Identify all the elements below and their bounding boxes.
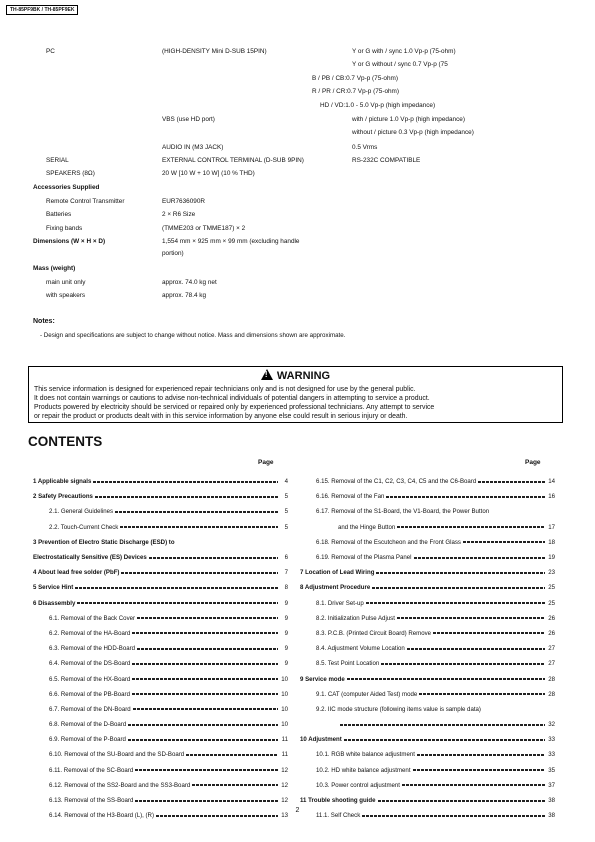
toc-leader <box>463 541 545 543</box>
spec-vbs-line: without / picture 0.3 Vp-p (high impedance) <box>352 129 474 136</box>
spec-fixing-label: Fixing bands <box>46 225 83 232</box>
toc-entry-page: 9 <box>284 599 288 607</box>
spec-pc-line: R / PR / CR:0.7 Vp-p (75-ohm) <box>312 88 400 95</box>
toc-leader <box>433 632 545 634</box>
toc-leader <box>120 526 278 528</box>
toc-entry-page: 11 <box>281 736 288 744</box>
toc-entry[interactable] <box>33 489 288 504</box>
toc-leader <box>132 632 278 634</box>
toc-entry-title: 6 Disassembly <box>33 599 76 607</box>
toc-entry[interactable] <box>33 641 288 656</box>
toc-entry-page: 28 <box>548 675 555 683</box>
toc-entry-title: 6.5. Removal of the HX-Board <box>49 675 131 683</box>
toc-entry[interactable] <box>300 732 555 747</box>
toc-entry[interactable] <box>300 656 555 671</box>
spec-serial-label: SERIAL <box>46 157 69 164</box>
toc-leader <box>132 693 278 695</box>
toc-entry-title: 9.1. CAT (computer Aided Test) mode <box>316 690 418 698</box>
toc-entry-title: Electrostatically Sensitive (ES) Devices <box>33 554 147 562</box>
toc-left-column <box>33 474 288 823</box>
warning-icon <box>261 369 273 380</box>
accessories-heading: Accessories Supplied <box>33 184 100 191</box>
toc-entry-page: 27 <box>548 660 555 668</box>
toc-entry-title: 8.4. Adjustment Volume Location <box>316 645 405 653</box>
toc-entry-title: 2.1. General Guidelines <box>49 508 114 516</box>
toc-entry-title: 2 Safety Precautions <box>33 493 93 501</box>
notes-title: Notes: <box>33 318 55 325</box>
model-header: TH-85PF9BK / TH-85PF9EK <box>6 5 78 15</box>
toc-entry-title: 4 About lead free solder (PbF) <box>33 569 120 577</box>
mass-speakers-label: with speakers <box>46 292 86 299</box>
toc-entry[interactable] <box>300 550 555 565</box>
spec-batteries-value: 2 × R6 Size <box>162 211 196 218</box>
toc-entry-page: 5 <box>284 493 288 501</box>
toc-leader <box>419 693 545 695</box>
toc-entry[interactable] <box>33 535 288 550</box>
toc-entry-page: 5 <box>284 508 288 516</box>
toc-leader <box>414 557 545 559</box>
toc-entry-page: 9 <box>284 629 288 637</box>
toc-leader <box>135 769 278 771</box>
toc-entry-page: 26 <box>548 629 555 637</box>
mass-main-value: approx. 74.0 kg net <box>162 279 217 286</box>
toc-leader <box>381 663 545 665</box>
toc-leader <box>121 572 278 574</box>
mass-heading: Mass (weight) <box>33 265 76 272</box>
toc-entry[interactable] <box>33 778 288 793</box>
toc-leader <box>386 496 545 498</box>
toc-entry[interactable] <box>33 474 288 489</box>
toc-entry-page: 11 <box>281 751 288 759</box>
spec-pc-line: B / PB / CB:0.7 Vp-p (75-ohm) <box>312 75 398 82</box>
toc-entry-page: 12 <box>281 781 288 789</box>
toc-leader <box>366 602 545 604</box>
toc-leader <box>93 481 278 483</box>
toc-entry[interactable] <box>300 671 555 686</box>
toc-leader <box>417 754 545 756</box>
mass-speakers-value: approx. 78.4 kg <box>162 292 207 299</box>
toc-leader <box>177 541 278 543</box>
toc-entry-page: 26 <box>548 614 555 622</box>
toc-entry-page: 12 <box>281 797 288 805</box>
toc-entry[interactable] <box>300 641 555 656</box>
toc-leader <box>397 526 545 528</box>
toc-entry-title: 1 Applicable signals <box>33 478 92 486</box>
toc-entry[interactable] <box>300 580 555 595</box>
toc-entry[interactable] <box>33 793 288 808</box>
toc-entry[interactable] <box>300 474 555 489</box>
spec-serial-value2: RS-232C COMPATIBLE <box>352 157 421 164</box>
toc-leader <box>135 800 278 802</box>
dimensions-value2: portion) <box>162 250 184 257</box>
toc-entry-page: 19 <box>548 554 555 562</box>
toc-leader <box>133 708 278 710</box>
toc-entry[interactable] <box>300 596 555 611</box>
toc-entry-page: 33 <box>548 736 555 744</box>
spec-audio-value: 0.5 Vrms <box>352 144 378 151</box>
toc-entry-title: 8.2. Initialization Pulse Adjust <box>316 614 395 622</box>
spec-vbs-line: with / picture 1.0 Vp-p (high impedance) <box>352 116 465 123</box>
toc-entry-page: 35 <box>548 766 555 774</box>
toc-entry-page: 16 <box>548 493 555 501</box>
toc-entry-page: 17 <box>548 523 555 531</box>
toc-entry[interactable] <box>33 580 288 595</box>
toc-entry-page: 25 <box>548 599 555 607</box>
toc-leader <box>397 617 545 619</box>
toc-leader <box>186 754 278 756</box>
contents-page-header-left: Page <box>258 459 274 466</box>
toc-leader <box>128 724 278 726</box>
toc-entry-title: 6.9. Removal of the P-Board <box>49 736 126 744</box>
toc-entry[interactable] <box>33 656 288 671</box>
toc-leader <box>132 663 278 665</box>
toc-entry-page: 9 <box>284 660 288 668</box>
toc-entry[interactable] <box>33 763 288 778</box>
toc-entry-title: 6.17. Removal of the S1-Board, the V1-Board, the Power Button <box>316 508 490 516</box>
toc-leader <box>344 739 545 741</box>
toc-leader <box>402 784 545 786</box>
toc-entry-page: 25 <box>548 584 555 592</box>
toc-leader <box>128 739 278 741</box>
toc-entry-page: 38 <box>548 812 555 820</box>
toc-entry-title: 6.6. Removal of the PB-Board <box>49 690 130 698</box>
toc-entry[interactable] <box>33 565 288 580</box>
spec-pc-connector: (HIGH-DENSITY Mini D-SUB 15PIN) <box>162 48 267 55</box>
toc-leader <box>137 648 278 650</box>
toc-entry[interactable] <box>33 747 288 762</box>
toc-entry-title: and the Hinge Button <box>338 523 396 531</box>
dimensions-value: 1,554 mm × 925 mm × 99 mm (excluding handle <box>162 238 300 245</box>
spec-speakers-value: 20 W [10 W + 10 W] (10 % THD) <box>162 170 255 177</box>
toc-entry-title: 6.7. Removal of the DN-Board <box>49 705 131 713</box>
toc-entry[interactable] <box>300 717 555 732</box>
toc-entry-page: 6 <box>284 554 288 562</box>
toc-leader <box>192 784 278 786</box>
toc-entry-title: 6.14. Removal of the H3-Board (L), (R) <box>49 812 154 820</box>
toc-entry-page: 14 <box>548 478 555 486</box>
toc-entry-title: 8 Adjustment Procedure <box>300 584 371 592</box>
toc-entry[interactable] <box>33 687 288 702</box>
spec-serial-value: EXTERNAL CONTROL TERMINAL (D-SUB 9PIN) <box>162 157 304 164</box>
toc-leader <box>407 648 545 650</box>
toc-entry-title: 2.2. Touch-Current Check <box>49 523 119 531</box>
warning-title: WARNING <box>276 370 331 382</box>
toc-entry-page: 10 <box>281 675 288 683</box>
toc-entry-title: 6.18. Removal of the Escutcheon and the Front Glass <box>316 538 461 546</box>
toc-entry-page: 27 <box>548 645 555 653</box>
toc-entry[interactable] <box>300 489 555 504</box>
toc-entry[interactable] <box>33 611 288 626</box>
dimensions-heading: Dimensions (W × H × D) <box>33 238 106 245</box>
toc-entry-title: 9.2. IIC mode structure (following items value is sample data) <box>316 705 481 713</box>
toc-leader <box>376 572 545 574</box>
spec-pc-line: Y or G without / sync 0.7 Vp-p (75 <box>352 61 448 68</box>
spec-pc-label: PC <box>46 48 55 55</box>
toc-leader <box>340 724 545 726</box>
toc-entry-title: 3 Prevention of Electro Static Discharge (ESD) to <box>33 538 175 546</box>
toc-entry-title: 6.2. Removal of the HA-Board <box>49 629 131 637</box>
spec-pc-line: Y or G with / sync 1.0 Vp-p (75-ohm) <box>352 48 456 55</box>
toc-entry-title: 6.8. Removal of the D-Board <box>49 721 127 729</box>
toc-leader <box>137 617 278 619</box>
toc-entry-title: 11 Trouble shooting guide <box>300 797 376 805</box>
spec-speakers-label: SPEAKERS (8Ω) <box>46 170 95 177</box>
toc-entry-title: 6.12. Removal of the SS2-Board and the SS3-Board <box>49 781 191 789</box>
toc-entry-title: 6.3. Removal of the HDD-Board <box>49 645 136 653</box>
toc-entry-title: 6.4. Removal of the DS-Board <box>49 660 131 668</box>
toc-entry-page: 4 <box>284 478 288 486</box>
toc-entry[interactable] <box>300 520 555 535</box>
toc-entry-title: 10 Adjustment <box>300 736 342 744</box>
toc-entry-title: 10.1. RGB white balance adjustment <box>316 751 415 759</box>
toc-leader <box>491 511 545 513</box>
spec-fixing-value: (TMME203 or TMME187) × 2 <box>162 225 246 232</box>
toc-entry-page: 33 <box>548 751 555 759</box>
toc-entry[interactable] <box>300 778 555 793</box>
toc-leader <box>77 602 278 604</box>
toc-entry[interactable] <box>300 763 555 778</box>
warning-heading <box>29 369 562 383</box>
warning-text: This service information is designed for experienced repair technicians only and is not designed for use by the general public. It does not contain warnings or cautions to advise non-technical individuals of potential dangers in attempting to service a product. Products powered by electricity should be serviced or repaired only by experienced professional technicians. Any attempt to service or repair the product or products dealt with in this service information by anyone else could result in serious injury or death. <box>34 386 435 420</box>
toc-entry-page: 9 <box>284 645 288 653</box>
toc-entry[interactable] <box>33 550 288 565</box>
toc-entry-page: 10 <box>281 705 288 713</box>
toc-entry[interactable] <box>33 732 288 747</box>
toc-entry-title: 7 Location of Lead Wiring <box>300 569 375 577</box>
spec-audio-label: AUDIO IN (M3 JACK) <box>162 144 224 151</box>
toc-entry-page: 12 <box>281 766 288 774</box>
toc-leader <box>132 678 278 680</box>
toc-entry-title: 11.1. Self Check <box>316 812 361 820</box>
warning-box <box>28 366 563 423</box>
toc-entry[interactable] <box>300 626 555 641</box>
toc-entry-title: 6.16. Removal of the Fan <box>316 493 385 501</box>
toc-leader <box>149 557 278 559</box>
toc-entry-title: 6.11. Removal of the SC-Board <box>49 766 134 774</box>
toc-entry-page: 38 <box>548 797 555 805</box>
spec-remote-label: Remote Control Transmitter <box>46 198 125 205</box>
toc-leader <box>478 481 545 483</box>
toc-entry-title: 9 Service mode <box>300 675 345 683</box>
toc-right-column <box>300 474 555 823</box>
contents-title: CONTENTS <box>28 434 103 449</box>
toc-entry-title: 8.5. Test Point Location <box>316 660 380 668</box>
toc-entry[interactable] <box>300 565 555 580</box>
toc-entry[interactable] <box>33 702 288 717</box>
spec-pc-line: HD / VD:1.0 - 5.0 Vp-p (high impedance) <box>320 102 436 109</box>
notes-body: - Design and specifications are subject to change without notice. Mass and dimensions shown are approximate. <box>40 332 346 339</box>
toc-entry[interactable] <box>300 793 555 808</box>
mass-main-label: main unit only <box>46 279 86 286</box>
toc-entry-title: 10.3. Power control adjustment <box>316 781 401 789</box>
toc-entry-title: 6.19. Removal of the Plasma Panel <box>316 554 412 562</box>
toc-entry-title: 10.2. HD white balance adjustment <box>316 766 411 774</box>
toc-entry[interactable] <box>300 611 555 626</box>
toc-entry-title: 6.10. Removal of the SU-Board and the SD-Board <box>49 751 185 759</box>
toc-leader <box>156 815 278 817</box>
toc-entry-page: 5 <box>284 523 288 531</box>
toc-entry[interactable] <box>33 717 288 732</box>
toc-entry-page: 10 <box>281 690 288 698</box>
toc-entry-page: 13 <box>281 812 288 820</box>
toc-leader <box>75 587 278 589</box>
toc-entry[interactable] <box>33 671 288 686</box>
toc-leader <box>372 587 545 589</box>
toc-entry-page: 18 <box>548 538 555 546</box>
spec-remote-value: EUR7636090R <box>162 198 205 205</box>
toc-entry-title: 6.15. Removal of the C1, C2, C3, C4, C5 and the C6-Board <box>316 478 477 486</box>
toc-entry[interactable] <box>300 504 555 519</box>
toc-leader <box>413 769 545 771</box>
toc-entry-page: 7 <box>284 569 288 577</box>
toc-entry-page: 28 <box>548 690 555 698</box>
toc-leader <box>378 800 546 802</box>
toc-leader <box>347 678 545 680</box>
spec-vbs-label: VBS (use HD port) <box>162 116 215 123</box>
toc-leader <box>362 815 545 817</box>
contents-page-header-right: Page <box>525 459 541 466</box>
toc-entry-title: 8.3. P.C.B. (Printed Circuit Board) Remove <box>316 629 432 637</box>
toc-entry-page: 37 <box>548 781 555 789</box>
toc-entry-page: 9 <box>284 614 288 622</box>
toc-leader <box>95 496 278 498</box>
toc-entry-title: 6.1. Removal of the Back Cover <box>49 614 136 622</box>
toc-entry-title: 8.1. Driver Set-up <box>316 599 364 607</box>
toc-entry-page: 32 <box>548 721 555 729</box>
toc-entry[interactable] <box>300 747 555 762</box>
toc-entry[interactable] <box>33 596 288 611</box>
toc-entry[interactable] <box>33 504 288 519</box>
toc-entry[interactable] <box>300 702 555 717</box>
toc-entry-page: 8 <box>284 584 288 592</box>
toc-entry-page: 10 <box>281 721 288 729</box>
toc-entry-page: 23 <box>548 569 555 577</box>
page-number: 2 <box>295 807 300 814</box>
toc-entry[interactable] <box>33 626 288 641</box>
toc-entry[interactable] <box>300 535 555 550</box>
toc-leader <box>115 511 278 513</box>
toc-leader <box>483 708 545 710</box>
toc-entry-title: 5 Service Hint <box>33 584 74 592</box>
toc-entry-title: 6.13. Removal of the SS-Board <box>49 797 134 805</box>
toc-entry[interactable] <box>300 687 555 702</box>
toc-entry[interactable] <box>33 520 288 535</box>
spec-batteries-label: Batteries <box>46 211 72 218</box>
